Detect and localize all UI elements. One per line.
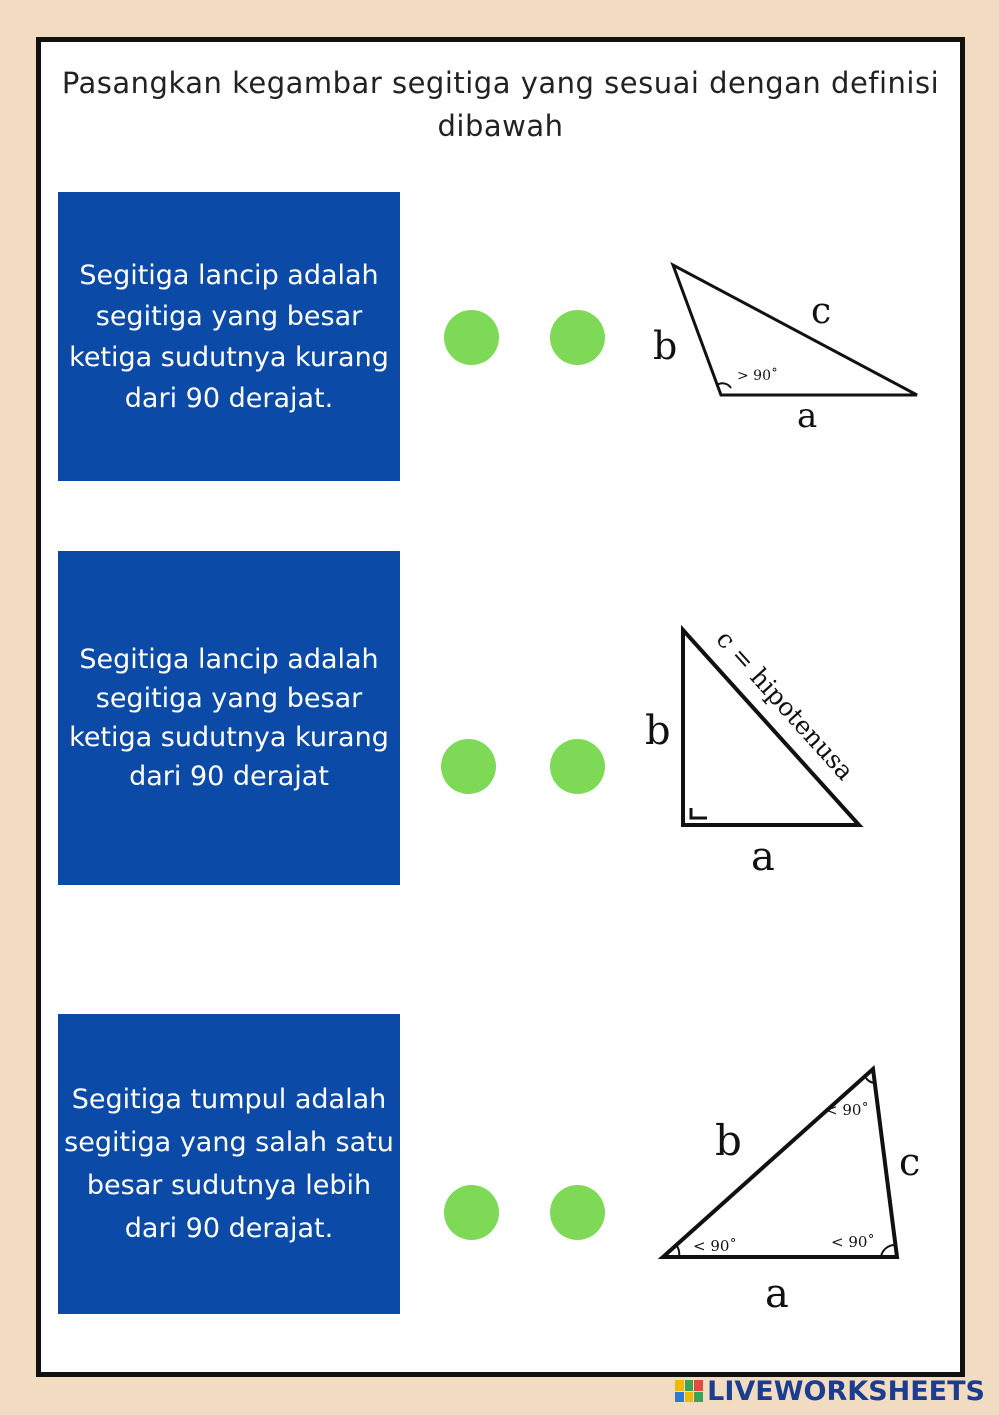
triangle-3-angle-top: < 90˚ bbox=[825, 1101, 869, 1119]
triangle-3-angle-left: < 90˚ bbox=[693, 1237, 737, 1255]
definition-card-2 bbox=[58, 551, 400, 885]
triangle-3-angle-right: < 90˚ bbox=[831, 1233, 875, 1251]
triangle-2-label-b: b bbox=[645, 708, 671, 754]
triangle-3-label-a: a bbox=[765, 1271, 789, 1317]
match-dot-right-3[interactable] bbox=[550, 1185, 605, 1240]
match-dot-left-2[interactable] bbox=[441, 739, 496, 794]
definition-card-1 bbox=[58, 192, 400, 481]
triangle-1-label-a: a bbox=[797, 396, 818, 436]
definition-text-2: Segitiga lancip adalah segitiga yang besar ketiga sudutnya kurang dari 90 derajat bbox=[69, 644, 389, 792]
triangle-1-label-b: b bbox=[653, 324, 678, 368]
triangle-2-label-a: a bbox=[751, 834, 775, 880]
triangle-1-angle: > 90˚ bbox=[737, 368, 778, 384]
match-dot-right-1[interactable] bbox=[550, 310, 605, 365]
worksheet-title: Pasangkan kegambar segitiga yang sesuai dengan definisi dibawah bbox=[61, 66, 940, 143]
triangle-3-label-b: b bbox=[715, 1116, 742, 1165]
logo-mark-icon bbox=[675, 1380, 703, 1402]
worksheet-page bbox=[36, 37, 965, 1377]
triangle-1-label-c: c bbox=[811, 291, 832, 332]
obtuse-triangle-image bbox=[639, 247, 929, 447]
triangle-2-label-c: c = hipotenusa bbox=[710, 624, 860, 786]
definition-text-1: Segitiga lancip adalah segitiga yang besar ketiga sudutnya kurang dari 90 derajat. bbox=[69, 259, 389, 414]
definition-text-3: Segitiga tumpul adalah segitiga yang salah satu besar sudutnya lebih dari 90 derajat. bbox=[64, 1084, 394, 1244]
triangle-3-label-c: c bbox=[899, 1140, 921, 1184]
definition-card-3 bbox=[58, 1014, 400, 1314]
acute-triangle-image bbox=[653, 1057, 953, 1332]
right-triangle-image bbox=[639, 622, 939, 887]
match-dot-left-1[interactable] bbox=[444, 310, 499, 365]
brand-name: LIVEWORKSHEETS bbox=[707, 1375, 985, 1407]
match-dot-right-2[interactable] bbox=[550, 739, 605, 794]
match-dot-left-3[interactable] bbox=[444, 1185, 499, 1240]
liveworksheets-logo bbox=[675, 1373, 985, 1409]
